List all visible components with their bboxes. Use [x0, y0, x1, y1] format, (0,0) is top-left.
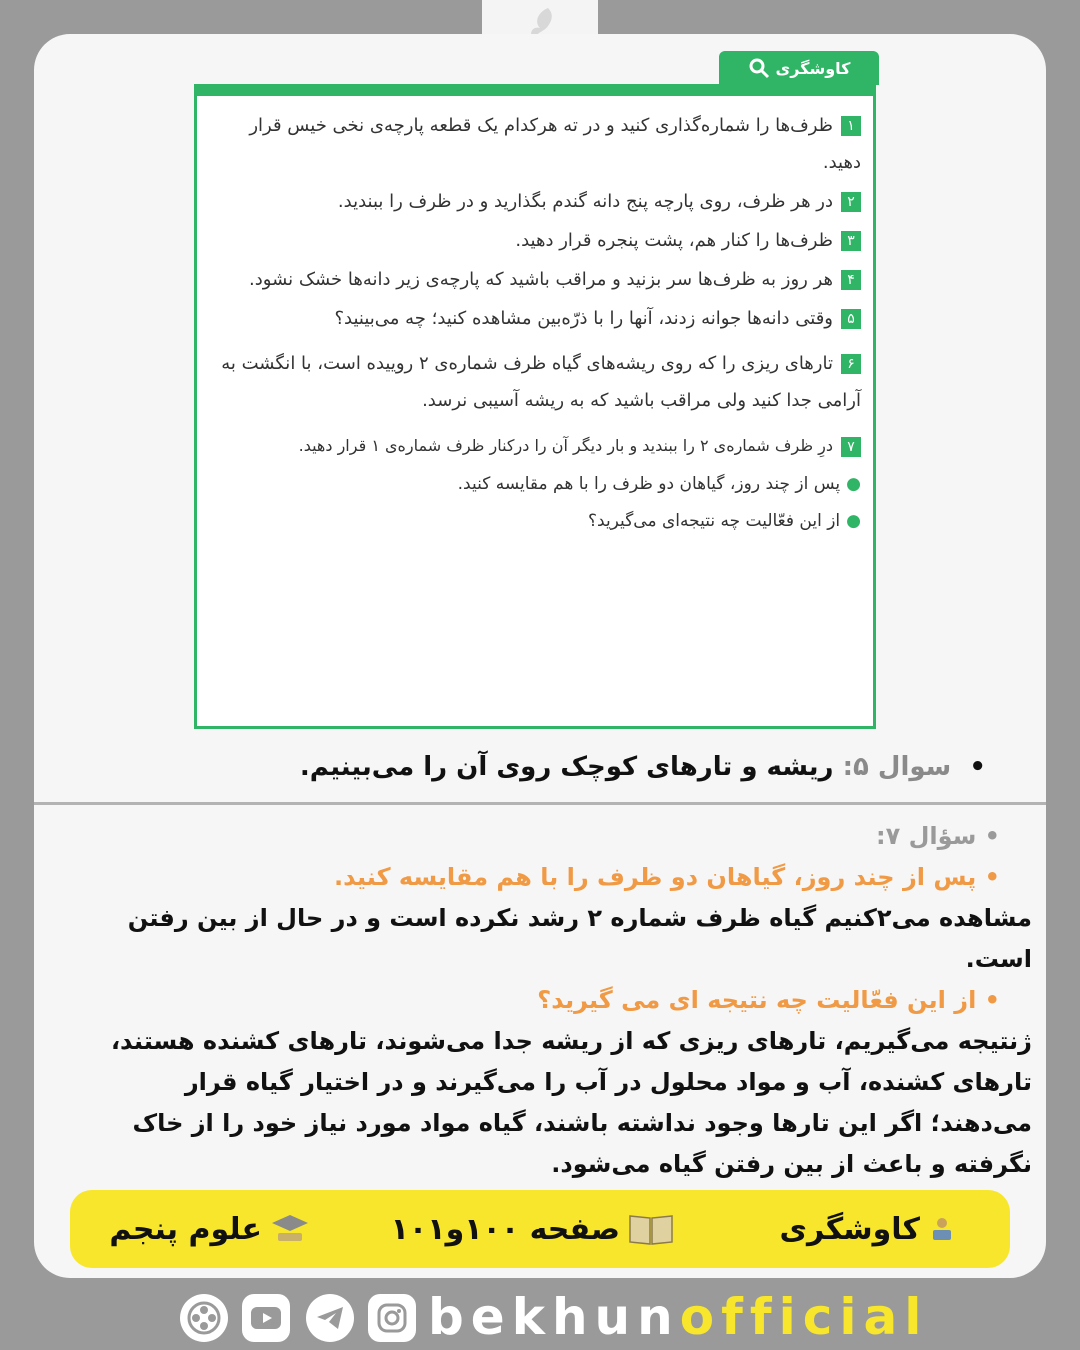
green-dot-icon: ● — [846, 474, 861, 494]
graduation-cap-icon — [270, 1213, 310, 1245]
step-text: در هر ظرف، روی پارچه پنج دانه گندم بگذارید و در ظرف را ببندید. — [337, 191, 833, 212]
divider — [34, 802, 1046, 805]
step-text: وقتی دانه‌ها جوانه زدند، آنها را با ذرّه‌بین مشاهده کنید؛ چه می‌بینید؟ — [334, 308, 833, 329]
question-7-label: سؤال ۷: — [875, 822, 977, 850]
step-item — [211, 345, 861, 419]
content-card — [34, 34, 1046, 1278]
step-number: ۳ — [841, 231, 861, 251]
teacher-icon — [928, 1215, 956, 1243]
instagram-icon[interactable] — [368, 1294, 416, 1342]
info-footer — [70, 1190, 1010, 1268]
step-item — [211, 427, 861, 464]
step-number: ۵ — [841, 309, 861, 329]
brand-part-2: official — [679, 1288, 929, 1346]
footer-pages — [391, 1190, 674, 1268]
step-bullet — [211, 466, 861, 503]
question-5 — [300, 752, 986, 782]
footer-topic — [780, 1190, 956, 1268]
book-icon — [628, 1212, 674, 1246]
bullet-text: از این فعّالیت چه نتیجه‌ای می‌گیرید؟ — [588, 511, 841, 531]
question-7-answer-1: مشاهده می۲کنیم گیاه ظرف شماره ۲ رشد نکرده است و در حال از بین رفتن است. — [127, 904, 1032, 973]
bullet-icon: • — [976, 822, 1000, 850]
step-item — [211, 222, 861, 259]
section-tab — [719, 51, 879, 85]
step-text: ظرف‌ها را کنار هم، پشت پنجره قرار دهید. — [515, 230, 833, 251]
footer-topic-text: کاوشگری — [779, 1211, 920, 1247]
bullet-text: پس از چند روز، گیاهان دو ظرف را با هم مقایسه کنید. — [457, 474, 841, 494]
question-7-heading — [104, 816, 1032, 857]
film-reel-icon[interactable] — [180, 1294, 228, 1342]
step-text: هر روز به ظرف‌ها سر بزنید و مراقب باشید که پارچه‌ی زیر دانه‌ها خشک نشود. — [249, 269, 833, 290]
youtube-icon[interactable] — [242, 1294, 290, 1342]
step-item — [211, 183, 861, 220]
green-dot-icon: ● — [846, 511, 861, 531]
step-item — [211, 300, 861, 337]
question-7-prompt-1 — [104, 857, 1032, 898]
step-number: ۴ — [841, 270, 861, 290]
step-item — [211, 261, 861, 298]
bullet-icon: • — [960, 752, 986, 782]
steps-list — [211, 107, 861, 540]
footer-subject — [109, 1190, 310, 1268]
textbook-excerpt — [194, 58, 876, 729]
question-7-block — [104, 816, 1032, 1185]
question-5-answer: ریشه و تارهای کوچک روی آن را می‌بینیم. — [299, 752, 834, 782]
step-number: ۷ — [841, 437, 861, 457]
step-number: ۶ — [841, 354, 861, 374]
footer-pages-text: صفحه ۱۰۰و۱۰۱ — [390, 1211, 620, 1247]
step-text: تارهای ریزی را که روی ریشه‌های گیاه ظرف شماره‌ی ۲ روییده است، با انگشت به آرامی جدا کنید ولی مراقب باشید که به ریشه آسیبی نرسد. — [221, 353, 861, 411]
step-number: ۱ — [841, 116, 861, 136]
question-7-answer-2: ژنتیجه می‌گیریم، تارهای ریزی که از ریشه جدا می‌شوند، تارهای کشنده هستند، تارهای کشنده، آب و مواد محلول در آب را می‌گیرند و در اختیار گیاه قرار می‌دهند؛ اگر این تارها وجود نداشته باشند، گیاه مواد مورد نیاز خود را از خاک نگرفته و باعث از بین رفتن گیاه می‌شود. — [110, 1027, 1032, 1178]
telegram-icon[interactable] — [306, 1294, 354, 1342]
green-top-bar — [194, 84, 876, 96]
step-number: ۲ — [841, 192, 861, 212]
bullet-icon: • — [976, 863, 1000, 891]
brand-part-1: bekhun — [428, 1288, 680, 1346]
step-item — [211, 107, 861, 181]
prompt-text: پس از چند روز، گیاهان دو ظرف را با هم مقایسه کنید. — [334, 863, 977, 891]
footer-subject-text: علوم پنجم — [109, 1211, 262, 1247]
prompt-text: از این فعّالیت چه نتیجه ای می گیرید؟ — [537, 986, 977, 1014]
step-bullet — [211, 503, 861, 540]
step-text: درِ ظرف شماره‌ی ۲ را ببندید و بار دیگر آن را درکنار ظرف شماره‌ی ۱ قرار دهید. — [298, 436, 833, 455]
question-7-prompt-2 — [104, 980, 1032, 1021]
section-tab-title: کاوشگری — [775, 58, 851, 78]
brand-name — [428, 1288, 928, 1346]
question-5-label: سوال ۵: — [842, 752, 952, 782]
bullet-icon: • — [976, 986, 1000, 1014]
social-bar — [180, 1286, 929, 1346]
step-text: ظرف‌ها را شماره‌گذاری کنید و در ته هرکدام یک قطعه پارچه‌ی نخی خیس قرار دهید. — [249, 115, 861, 173]
magnifier-icon — [748, 57, 770, 79]
